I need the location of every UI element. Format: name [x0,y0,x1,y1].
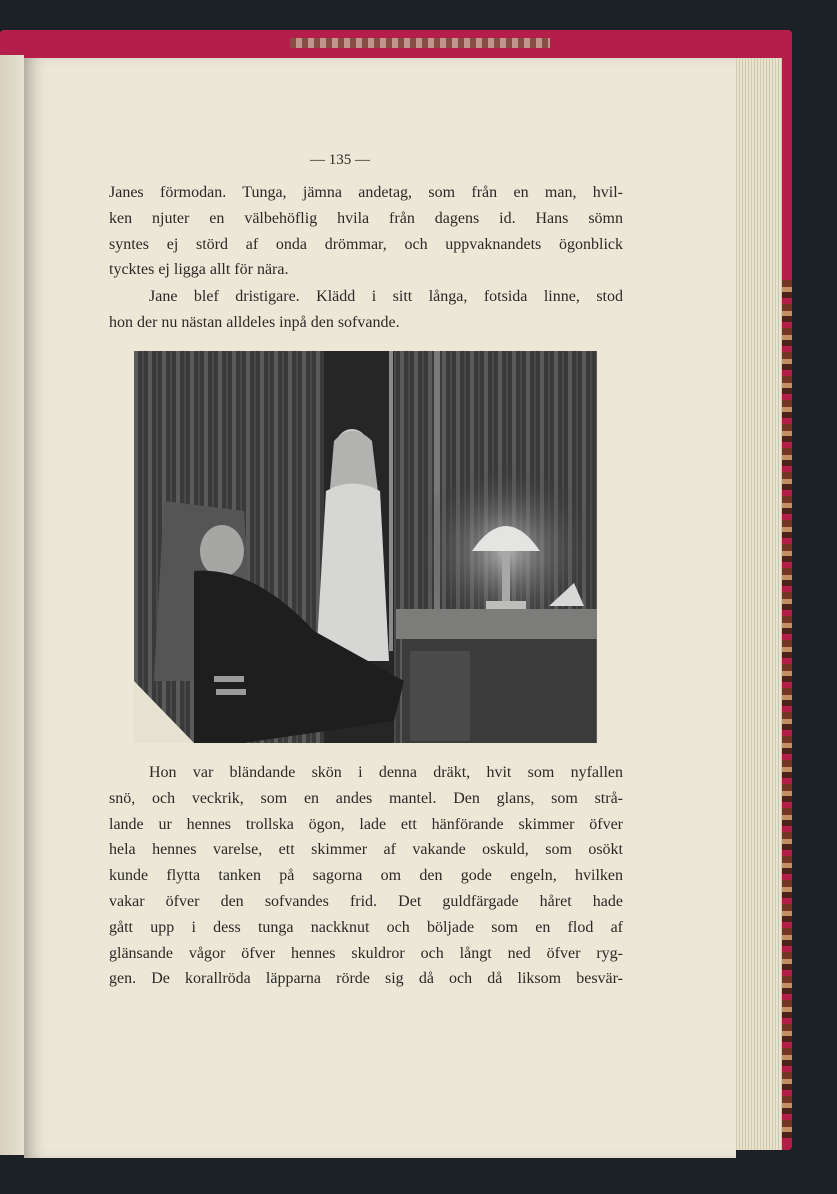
text-line: gen. De korallröda läpparna rörde sig då och då liksom besvär- [109,970,623,988]
paragraph-bottom [109,760,623,992]
text-line: lande ur hennes trollska ögon, lade ett hänförande skimmer öfver [109,815,623,833]
headband [290,38,550,48]
text-line: hon der nu nästan alldeles inpå den sofvande. [109,313,400,331]
page-stack [728,58,782,1150]
left-page-edge [0,55,24,1155]
text-line: Jane blef dristigare. Klädd i sitt långa, fotsida linne, stod [149,288,623,305]
text-line: glänsande vågor öfver hennes skuldror och långt ned öfver ryg- [109,944,623,962]
paragraph-second [109,284,623,336]
text-line: Janes förmodan. Tunga, jämna andetag, som från en man, hvil- [109,184,623,201]
text-line: snö, och veckrik, som en andes mantel. Den glans, som strå- [109,789,623,807]
paragraph-top [109,180,623,283]
text-line: syntes ej störd af onda drömmar, och uppvaknandets ögonblick [109,235,623,253]
text-line: Hon var bländande skön i denna dräkt, hvit som nyfallen [149,764,623,781]
illustration [134,351,597,743]
page-number: — 135 — [310,152,370,168]
text-line: tycktes ej ligga allt för nära. [109,261,289,279]
text-line: ken njuter en välbehöflig hvila från dagens id. Hans sömn [109,209,623,227]
text-line: kunde flytta tanken på sagorna om den gode engeln, hvilken [109,867,623,885]
text-line: vakar öfver den sofvandes frid. Det guldfärgade håret hade [109,892,623,910]
text-line: gått upp i dess tunga nackknut och böljade som en flod af [109,918,623,936]
illustration-drawing [134,351,597,743]
text-line: hela hennes varelse, ett skimmer af vakande oskuld, som osökt [109,841,623,859]
